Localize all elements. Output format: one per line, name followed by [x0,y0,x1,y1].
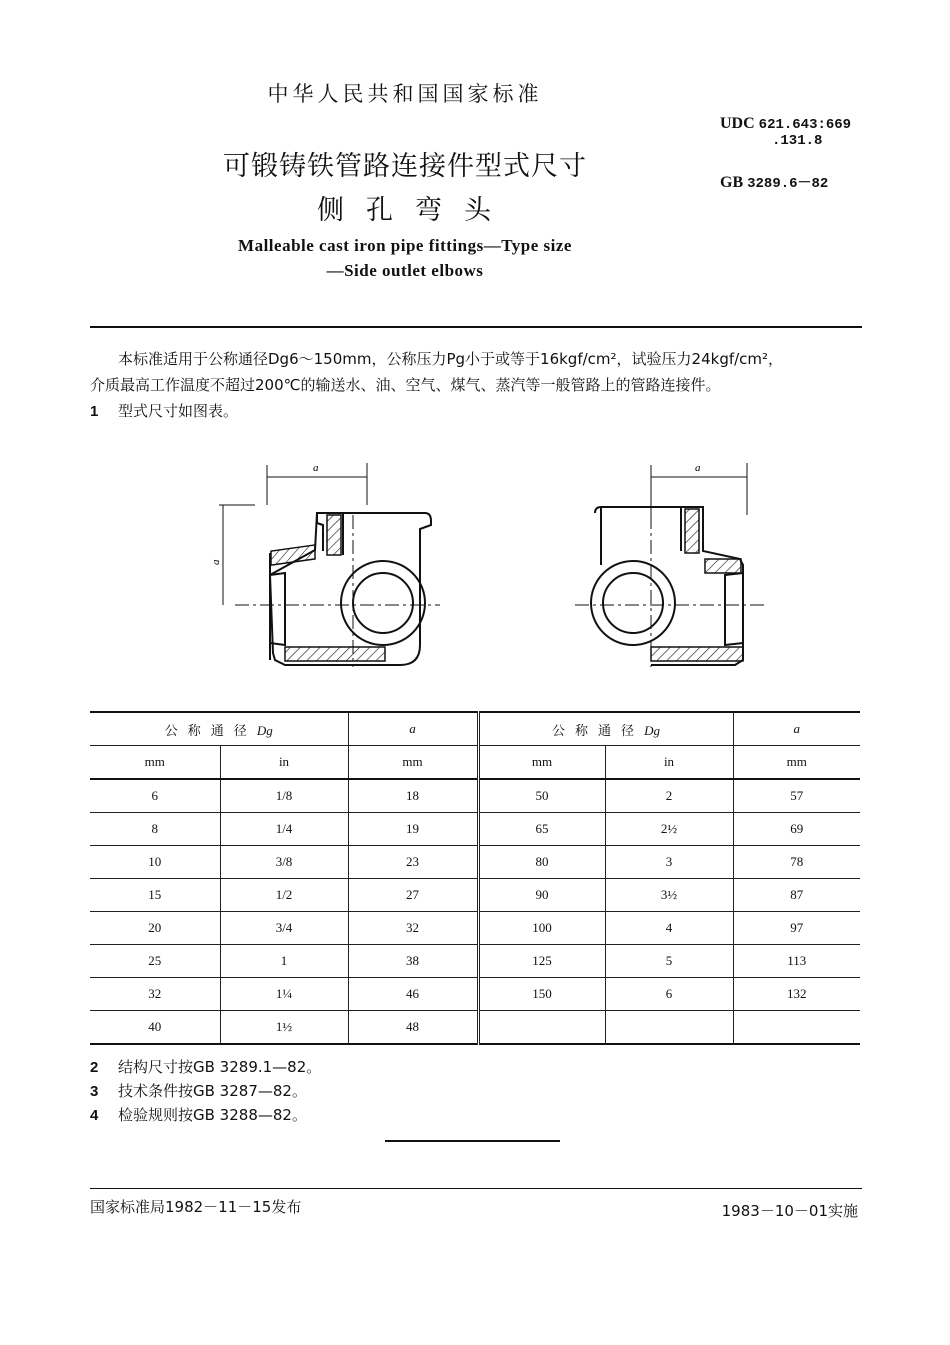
cell-a: 32 [348,912,478,945]
dim-label-a-top-left: a [313,462,319,474]
table-row [90,945,860,978]
issue-date: 国家标准局1982－11－15发布 [90,1198,302,1216]
note-text: 技术条件按GB 3287—82。 [118,1082,307,1100]
cell-a: 87 [733,879,860,912]
header-nominal-cn: 公称通径 [552,723,645,739]
dim-label-a-side-left: a [210,559,222,565]
note-number: 3 [90,1083,99,1100]
header-nominal-cn: 公称通径 [164,723,257,739]
cell-a: 38 [348,945,478,978]
cell-in: 1 [220,945,348,978]
table-row [90,813,860,846]
table-row [90,779,860,813]
title-cn-line2: 侧孔弯头 [317,195,513,226]
dimension-table [90,711,860,1045]
footer-rule [90,1188,862,1189]
cell-in: 3½ [605,879,733,912]
cell-mm: 8 [90,813,220,846]
item-1-text: 型式尺寸如图表。 [118,402,239,420]
note-text: 结构尺寸按GB 3289.1—82。 [118,1058,322,1076]
standard-name: 中华人民共和国国家标准 [267,82,543,106]
scope-line-2: 介质最高工作温度不超过200℃的输送水、油、空气、煤气、蒸汽等一般管路上的管路连接件。 [90,376,721,394]
cell-in: 1½ [220,1011,348,1045]
elbow-drawing-left [210,455,455,680]
cell-mm: 20 [90,912,220,945]
cell-a: 78 [733,846,860,879]
cell-in: 1/2 [220,879,348,912]
unit-mm: mm [733,746,860,780]
cell-in: 3/4 [220,912,348,945]
cell-mm: 80 [478,846,605,879]
cell-mm: 32 [90,978,220,1011]
cell-in: 3/8 [220,846,348,879]
cell-a: 19 [348,813,478,846]
cell-a: 48 [348,1011,478,1045]
title-en-line2: —Side outlet elbows [326,261,484,280]
unit-in: in [220,746,348,780]
table-row [90,912,860,945]
cell-in: 1/4 [220,813,348,846]
header-a-right: a [733,712,860,746]
cell-a: 113 [733,945,860,978]
effective-date: 1983－10－01实施 [721,1202,858,1220]
gb-number: 3289.6－82 [747,176,829,192]
note-2 [90,1054,321,1081]
item-1-number: 1 [90,403,99,420]
header-dg: Dg [644,722,660,738]
header-rule [90,326,862,328]
cell-mm: 10 [90,846,220,879]
cell-a: 57 [733,779,860,813]
cell-a: 23 [348,846,478,879]
note-3 [90,1078,307,1105]
note-text: 检验规则按GB 3288—82。 [118,1106,307,1124]
cell-in: 4 [605,912,733,945]
cell-in: 2 [605,779,733,813]
header-nominal-left [90,712,348,746]
table-row [90,1011,860,1045]
table-header-row [90,712,860,746]
cell-mm: 65 [478,813,605,846]
cell-in [605,1011,733,1045]
cell-in: 1/8 [220,779,348,813]
cell-in: 6 [605,978,733,1011]
dim-label-a-top-right: a [695,462,701,474]
unit-in: in [605,746,733,780]
scope-line-1: 本标准适用于公称通径Dg6～150mm，公称压力Pg小于或等于16kgf/cm²，试验压力24kgf/cm²， [118,350,784,368]
cell-in: 5 [605,945,733,978]
cell-a: 46 [348,978,478,1011]
udc-code-1: 621.643:669 [758,117,852,133]
gb-label: GB [720,174,744,191]
unit-mm: mm [478,746,605,780]
cell-mm: 40 [90,1011,220,1045]
cell-in: 1¼ [220,978,348,1011]
cell-mm [478,1011,605,1045]
cell-in: 3 [605,846,733,879]
header-dg: Dg [256,722,273,738]
cell-mm: 100 [478,912,605,945]
title-en-line1: Malleable cast iron pipe fittings—Type size [238,236,572,255]
item-1 [90,398,238,425]
table-row [90,879,860,912]
header-a-left: a [348,712,478,746]
cell-a: 97 [733,912,860,945]
udc-code-2: .131.8 [772,133,823,149]
table-row [90,846,860,879]
table-unit-row [90,746,860,780]
end-rule [385,1140,560,1142]
unit-mm: mm [348,746,478,780]
cell-mm: 90 [478,879,605,912]
cell-a [733,1011,860,1045]
cell-a: 69 [733,813,860,846]
note-number: 4 [90,1107,99,1124]
cell-mm: 150 [478,978,605,1011]
cell-mm: 125 [478,945,605,978]
cell-a: 132 [733,978,860,1011]
cell-a: 27 [348,879,478,912]
cell-mm: 6 [90,779,220,813]
header-nominal-right [478,712,733,746]
cell-mm: 25 [90,945,220,978]
unit-mm: mm [90,746,220,780]
note-4 [90,1102,307,1129]
elbow-drawing-right [575,455,775,680]
table-row [90,978,860,1011]
cell-a: 18 [348,779,478,813]
cell-in: 2½ [605,813,733,846]
udc-label: UDC [720,115,755,132]
cell-mm: 50 [478,779,605,813]
cell-mm: 15 [90,879,220,912]
title-cn-line1: 可锻铸铁管路连接件型式尺寸 [223,151,587,182]
note-number: 2 [90,1059,99,1076]
